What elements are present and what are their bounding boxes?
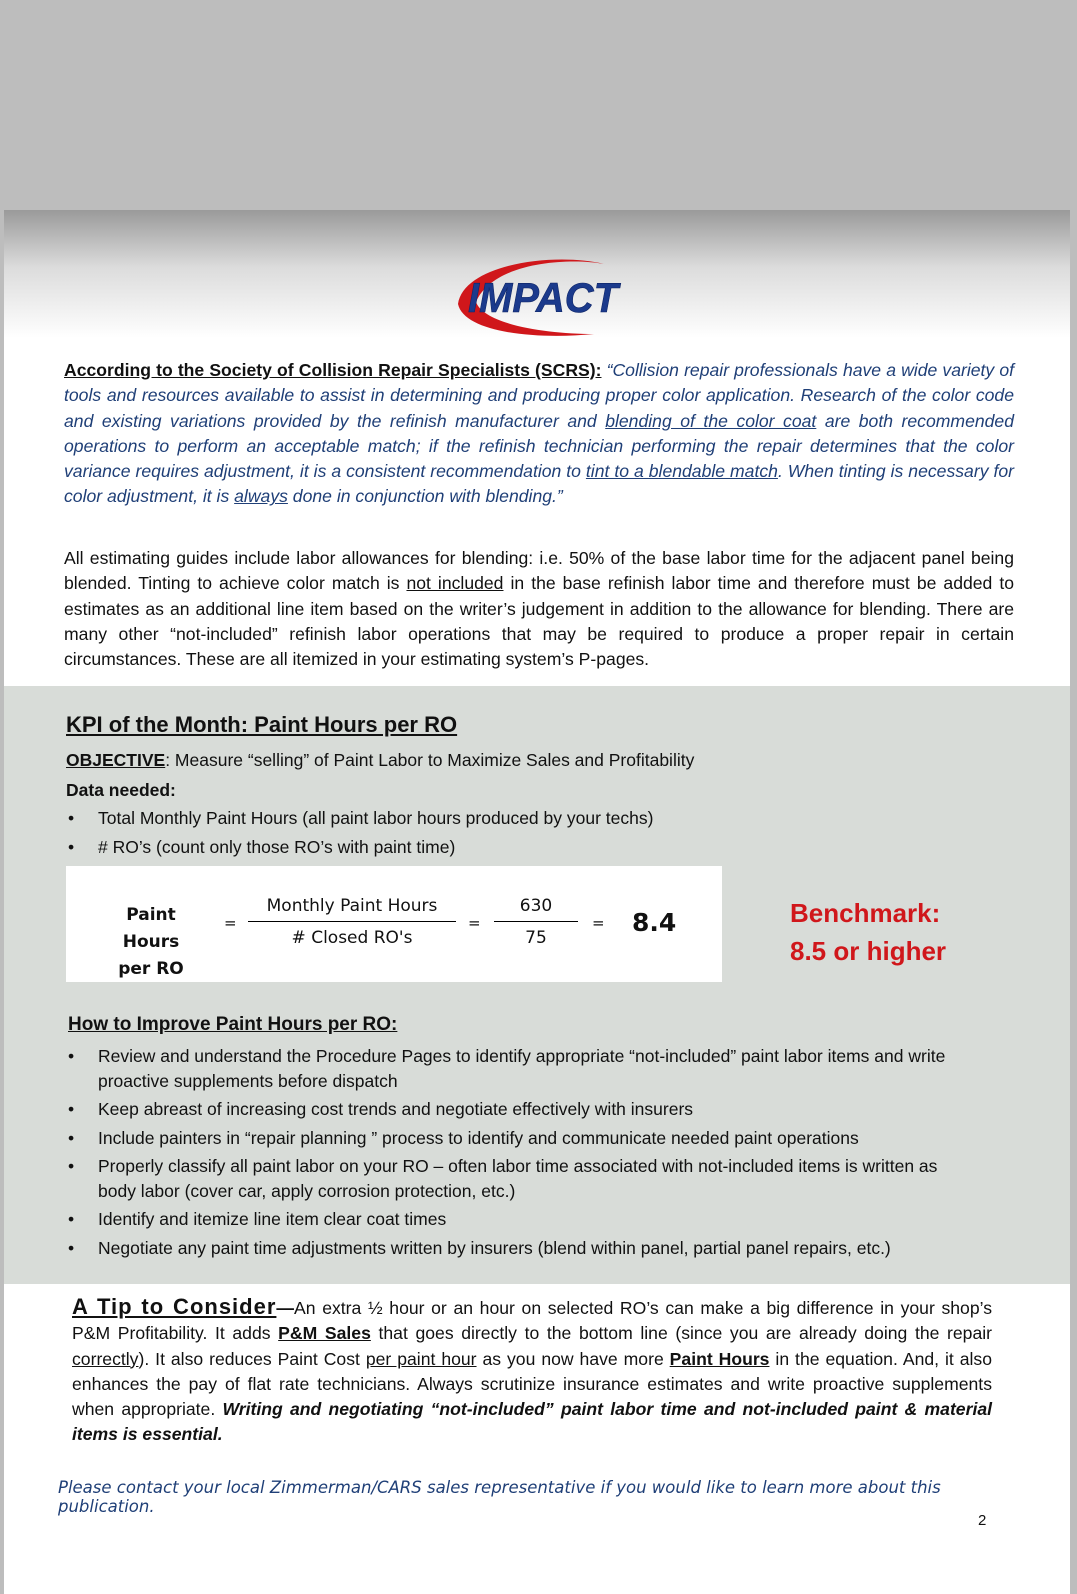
formula-label-line: per RO — [118, 959, 184, 979]
blending-paragraph — [64, 546, 1014, 672]
benchmark — [790, 894, 946, 970]
para-text: All estimating guides include labor allowances for blending: i.e. 50% of the base labor time for the adjacent panel being blended. Tinting to achieve color match is — [64, 548, 1014, 594]
tip-bold-paint-hours: Paint Hours — [669, 1348, 770, 1369]
list-item: • Review and understand the Procedure Pages to identify appropriate “not-included” paint labor items and write proactive supplements before dispatch — [66, 1044, 966, 1093]
kpi-objective — [66, 750, 694, 771]
fraction-denominator: # Closed RO's — [291, 928, 413, 948]
contact-line: Please contact your local Zimmerman/CARS sales representative if you would like to learn more about this publication. — [58, 1478, 941, 1516]
fraction-numerator: 630 — [494, 896, 578, 922]
kpi-title: KPI of the Month: Paint Hours per RO — [66, 712, 458, 737]
quote-underline-always: always — [234, 486, 288, 507]
tip-paragraph — [72, 1294, 992, 1448]
impact-logo — [454, 254, 634, 338]
tip-text: in the equation. And, it also enhances the pay of flat rate technicians. Always scrutinize insurance estimates and write proactive supplements when appropriate. — [72, 1348, 992, 1420]
tip-dash: — — [276, 1298, 295, 1318]
list-item: • Total Monthly Paint Hours (all paint labor hours produced by your techs) — [66, 806, 653, 831]
tip-text: ). It also reduces Paint Cost — [138, 1348, 366, 1369]
equals-sign: = — [468, 914, 481, 932]
objective-label: OBJECTIVE — [66, 750, 166, 770]
quote-text: “Collision repair professionals have a wide variety of tools and resources available to assist in determining and producing proper color application. Research of the color code and existing variations provided by the refinish manufacturer and — [64, 360, 1014, 431]
page-number: 2 — [978, 1512, 987, 1529]
fraction-numerator: Monthly Paint Hours — [248, 896, 456, 922]
not-included-underline: not included — [406, 573, 504, 594]
para-text: in the base refinish labor time and therefore must be added to estimates as an additional line item based on the writer’s judgement in addition to the allowance for blending. There are many other “not-included” refinish labor operations that may be required to produce a proper repair in certain circumstances. These are all itemized in your estimating system’s P-pages. — [64, 573, 1015, 670]
data-needed-list — [66, 806, 653, 863]
equals-sign: = — [224, 914, 237, 932]
document-page — [4, 210, 1070, 1594]
fraction-denominator: 75 — [525, 928, 547, 948]
formula-fraction-labels — [248, 896, 456, 948]
scrs-quote — [64, 360, 1014, 506]
formula-label — [96, 902, 206, 983]
list-item: • Include painters in “repair planning ” process to identify and communicate needed paint operations — [66, 1126, 966, 1151]
list-item: • Properly classify all paint labor on your RO – often labor time associated with not-included items is written as body labor (cover car, apply corrosion protection, etc.) — [66, 1154, 966, 1203]
tip-bold-pm-sales: P&M Sales — [278, 1323, 371, 1344]
list-item: • # RO’s (count only those RO’s with paint time) — [66, 835, 653, 860]
tip-underline-correctly: correctly — [72, 1348, 139, 1369]
quote-text: done in conjunction with blending.” — [287, 486, 563, 507]
tip-text: as you now have more — [476, 1348, 670, 1369]
formula-result: 8.4 — [632, 908, 677, 937]
tip-text: An extra ½ hour or an hour on selected RO’s can make a big difference in your shop’s P&M Profitability. It adds — [72, 1298, 992, 1344]
benchmark-value: 8.5 or higher — [790, 936, 947, 966]
scrs-quote-paragraph — [64, 358, 1014, 510]
tip-underline-per-paint-hour: per paint hour — [365, 1348, 477, 1369]
tip-bold-italic-conclusion: Writing and negotiating “not-included” paint labor time and not-included paint & material items is essential. — [72, 1399, 993, 1445]
quote-underline-blending: blending of the color coat — [605, 410, 817, 431]
equals-sign: = — [592, 914, 605, 932]
quote-underline-tint: tint to a blendable match — [585, 461, 778, 482]
kpi-section — [4, 686, 1070, 1284]
scrs-label: According to the Society of Collision Repair Specialists (SCRS): — [64, 360, 602, 380]
formula-fraction-values — [494, 896, 578, 948]
formula-label-line: Paint Hours — [122, 905, 180, 952]
tip-heading: A Tip to Consider — [72, 1294, 277, 1319]
quote-text: . When tinting is necessary for color adjustment, it is — [64, 461, 1014, 507]
list-item: • Negotiate any paint time adjustments written by insurers (blend within panel, partial panel repairs, etc.) — [66, 1236, 966, 1261]
improve-list — [66, 1044, 966, 1264]
objective-text: : Measure “selling” of Paint Labor to Maximize Sales and Profitability — [165, 750, 695, 770]
tip-text: that goes directly to the bottom line (since you are already doing the repair — [370, 1323, 993, 1344]
list-item: • Keep abreast of increasing cost trends and negotiate effectively with insurers — [66, 1097, 966, 1122]
quote-text: are both recommended operations to perform an acceptable match; if the refinish technician performing the repair determines that the color variance requires adjustment, it is a consistent recommendation to — [64, 410, 1014, 482]
list-item: • Identify and itemize line item clear coat times — [66, 1207, 966, 1232]
logo-text: IMPACT — [468, 274, 622, 321]
data-needed-label: Data needed: — [66, 780, 176, 800]
benchmark-label: Benchmark: — [790, 898, 941, 928]
kpi-formula-box — [66, 866, 722, 982]
improve-title: How to Improve Paint Hours per RO: — [68, 1014, 398, 1035]
